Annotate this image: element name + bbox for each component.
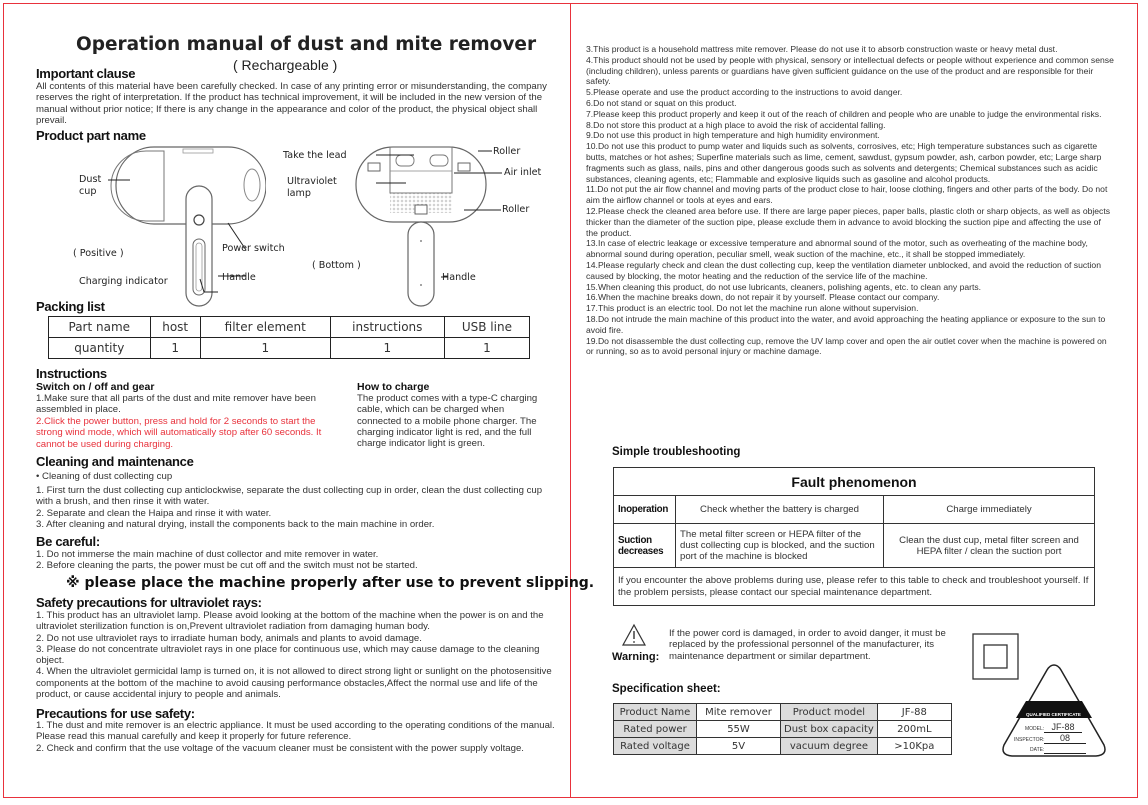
right-page xyxy=(586,0,1126,805)
use-safety-item: 8.Do not store this product at a high place to avoid the risk of accidental falling. xyxy=(586,119,886,130)
use-safety-item: 7.Please keep this product properly and keep it out of the reach of children and people who are unable to judge the environmental risks. xyxy=(586,108,1102,119)
label-handle-front: Handle xyxy=(222,272,256,283)
use-safety-item: 10.Do not use this product to pump water and liquids such as solvents, corrosives, etc; High temperature substances such as cigarette butts, matches or hot ashes; Superfine materials such as lime, cement, sawdust, gypsum powder, ash, carbon powder, etc; Large sharp fragments such as glass, nails, pins and other dangerous goods such as solvents and detergents; Chemical substances such as acidic substances, cleaning agents, etc; Flammable and explosive liquids such as gasoline and alcohol products. xyxy=(586,141,1102,184)
certificate-date-value xyxy=(1044,745,1086,754)
troubleshooting-table xyxy=(613,467,1095,606)
label-uv-lamp-2: lamp xyxy=(287,188,311,199)
use-safety-item: 13.In case of electric leakage or excessive temperature and abnormal sound of the motor, such as overheating of the machine body, abnormal sound during operation, peculiar smell, weak suction of the machine, etc., it shall be stopped immediately. xyxy=(586,238,1088,260)
warning-triangle-icon xyxy=(621,623,647,647)
qualified-certificate xyxy=(1000,661,1108,761)
label-handle-bottom: Handle xyxy=(442,272,476,283)
front-leader-lines xyxy=(108,170,308,310)
use-safety-item: 17.This product is an electric tool. Do not let the machine run alone without supervision. xyxy=(586,303,919,314)
fault-table-heading: Fault phenomenon xyxy=(614,468,1095,496)
warning-text: If the power cord is damaged, in order to avoid danger, it must be replaced by the professional personnel of the manufacturer, its maintenance department or similar department. xyxy=(669,628,946,662)
cleaning-heading: Cleaning and maintenance xyxy=(36,454,194,469)
packing-cell: 1 xyxy=(150,338,200,359)
uv-safety-heading: Safety precautions for ultraviolet rays: xyxy=(36,595,262,610)
be-careful-heading: Be careful: xyxy=(36,534,100,549)
spec-label: Rated power xyxy=(614,721,697,738)
warning-label: Warning: xyxy=(612,651,660,663)
product-parts-heading: Product part name xyxy=(36,128,146,143)
fault-row xyxy=(614,524,1095,568)
use-safety-list-left xyxy=(36,720,564,754)
fault-name: Inoperation xyxy=(614,496,676,524)
spec-row xyxy=(614,738,952,755)
spec-row xyxy=(614,721,952,738)
front-view-caption: ( Positive ) xyxy=(73,248,124,259)
cleaning-steps xyxy=(36,485,561,530)
use-safety-item: 6.Do not stand or squat on this product. xyxy=(586,97,737,108)
fault-solution: Clean the dust cup, metal filter screen and HEPA filter / clean the suction port xyxy=(884,524,1095,568)
packing-list-quantity-row xyxy=(49,338,530,359)
spec-value: Mite remover xyxy=(697,704,781,721)
packing-cell: instructions xyxy=(330,317,444,338)
uv-safety-item: 1. This product has an ultraviolet lamp. Please avoid looking at the bottom of the machine when the power is on and the ultraviolet sterilization function is on,Prevent ultraviolet radiation from damaging human body. xyxy=(36,610,544,633)
packing-list-heading: Packing list xyxy=(36,299,105,314)
packing-cell: Part name xyxy=(49,317,151,338)
use-safety-item: 16.When the machine breaks down, do not repair it by yourself. Please contact our company. xyxy=(586,292,940,303)
use-safety-item: 3.This product is a household mattress mite remover. Please do not use it to absorb construction waste or heavy metal dust. xyxy=(586,44,1058,54)
cleaning-step: 1. First turn the dust collecting cup anticlockwise, separate the dust collecting cup in order, clean the dust collecting cup with a brush, and then rinse it with water. xyxy=(36,485,543,508)
fault-cause: Check whether the battery is charged xyxy=(676,496,884,524)
use-safety-item: 9.Do not use this product in high temperature and high humidity environment. xyxy=(586,130,880,141)
document-title: Operation manual of dust and mite remover xyxy=(76,34,537,55)
packing-cell: 1 xyxy=(200,338,330,359)
document-subtitle: ( Rechargeable ) xyxy=(233,57,338,73)
spec-sheet-table xyxy=(613,703,952,755)
certificate-model-label: MODEL: xyxy=(1025,726,1045,732)
spec-value: 55W xyxy=(697,721,781,738)
use-safety-item: 14.Please regularly check and clean the dust collecting cup, keep the ventilation diameter unblocked, and avoid the reduction of suction caused by blocking, the motor heating and the reduction of the service life of the machine. xyxy=(586,259,1101,281)
bottom-view-caption: ( Bottom ) xyxy=(312,260,361,271)
packing-cell: 1 xyxy=(330,338,444,359)
spec-label: Product Name xyxy=(614,704,697,721)
use-safety-item: 1. The dust and mite remover is an electric appliance. It must be used according to the operating conditions of the manual. Please read this manual carefully and keep it properly for future reference. xyxy=(36,720,555,743)
label-uv-lamp-1: Ultraviolet xyxy=(287,176,337,187)
use-safety-heading: Precautions for use safety: xyxy=(36,706,195,721)
spec-value: JF-88 xyxy=(877,704,951,721)
switch-step-2: 2.Click the power button, press and hold for 2 seconds to start the strong wind mode, which will automatically stop after 60 seconds. It cannot be used during charging. xyxy=(36,416,322,450)
spec-value: 5V xyxy=(697,738,781,755)
be-careful-item: 1. Do not immerse the main machine of dust collector and mite remover in water. xyxy=(36,549,379,560)
use-safety-item: 15.When cleaning this product, do not use lubricants, cleaners, polishing agents, etc. to clean any parts. xyxy=(586,281,982,292)
packing-list-header-row xyxy=(49,317,530,338)
spec-label: Rated voltage xyxy=(614,738,697,755)
important-clause-text: All contents of this material have been carefully checked. In case of any printing error or misunderstanding, the company reserves the right of interpretation. If the product has technical improvement, it will be included in the new version of the manual without prior notice; If there is any change in the appearance and color of the product, the physical object shall prevail. xyxy=(36,81,547,126)
label-dust-cup-1: Dust xyxy=(79,174,102,185)
use-safety-item: 19.Do not disassemble the dust collecting cup, remove the UV lamp cover and open the air outlet cover when the machine is powered on or running, so as to avoid personal injury or machine damage. xyxy=(586,335,1107,357)
certificate-inspector-label: INSPECTOR: xyxy=(1014,737,1045,743)
spec-row xyxy=(614,704,952,721)
uv-safety-list xyxy=(36,610,564,700)
certificate-date-label: DATE: xyxy=(1030,747,1045,753)
use-safety-item: 4.This product should not be used by people with physical, sensory or intellectual defects or people without experience and common sense (including children), unless parents or guardians have given sufficient guidance on the use of the product and are responsible for their safety. xyxy=(586,54,1114,87)
uv-safety-item: 2. Do not use ultraviolet rays to irradiate human body, animals and plants to avoid damage. xyxy=(36,632,422,644)
certificate-banner: QUALIFIED CERTIFICATE xyxy=(1026,712,1081,717)
cleaning-bullet: • Cleaning of dust collecting cup xyxy=(36,471,173,482)
spec-value: 200mL xyxy=(877,721,951,738)
charge-heading: How to charge xyxy=(357,381,430,393)
charge-text: The product comes with a type-C charging cable, which can be charged when connected to a mobile phone charger. The charging indicator light is red, and the full charge indicator light is green. xyxy=(357,393,538,450)
troubleshooting-heading: Simple troubleshooting xyxy=(612,446,741,458)
switch-step-1: 1.Make sure that all parts of the dust and mite remover have been assembled in place. xyxy=(36,393,316,416)
troubleshooting-footer: If you encounter the above problems during use, please refer to this table to check and troubleshoot yourself. If the problem persists, please contact our special maintenance department. xyxy=(614,568,1095,606)
use-safety-item: 5.Please operate and use the product according to the instructions to avoid danger. xyxy=(586,87,903,98)
use-safety-item: 18.Do not intrude the main machine of this product into the water, and avoid approaching the heating appliance or exposure to the sun to avoid fire. xyxy=(586,313,1106,335)
use-safety-item: 12.Please check the cleaned area before use. If there are large paper pieces, paper balls, plastic cloth or sharp objects, as well as objects thicker than the diameter of the suction pipe, please exclude them in advance to avoid blocking the suction pipe and affecting the use of the product. xyxy=(586,205,1111,238)
label-roller-top: Roller xyxy=(493,146,521,157)
label-power-switch: Power switch xyxy=(222,243,285,254)
be-careful-list xyxy=(36,549,561,572)
spec-value: >10Kpa xyxy=(877,738,951,755)
certificate-inspector-value: 08 xyxy=(1044,733,1086,744)
cleaning-step: 3. After cleaning and natural drying, install the components back to the main machine in order. xyxy=(36,518,435,530)
label-charging-indicator: Charging indicator xyxy=(79,276,168,287)
use-safety-list-right xyxy=(586,44,1114,357)
certificate-model-value: JF-88 xyxy=(1044,722,1082,733)
fault-name: Suction decreases xyxy=(614,524,676,568)
slip-warning: ※ please place the machine properly after use to prevent slipping. xyxy=(66,575,595,591)
packing-cell: quantity xyxy=(49,338,151,359)
switch-heading: Switch on / off and gear xyxy=(36,381,155,393)
use-safety-item: 2. Check and confirm that the use voltage of the vacuum cleaner must be consistent with the power supply voltage. xyxy=(36,742,524,754)
label-air-inlet: Air inlet xyxy=(504,167,542,178)
spec-sheet-heading: Specification sheet: xyxy=(612,683,721,695)
page-divider xyxy=(570,3,571,798)
fault-solution: Charge immediately xyxy=(884,496,1095,524)
packing-cell: USB line xyxy=(444,317,529,338)
use-safety-item: 11.Do not put the air flow channel and moving parts of the product close to hair, loose clothing, fingers and other parts of the body. Do not aim the airflow channel or tools at eyes and ears. xyxy=(586,184,1108,206)
left-page xyxy=(36,0,595,805)
label-dust-cup-2: cup xyxy=(79,186,97,197)
uv-safety-item: 4. When the ultraviolet germicidal lamp is turned on, it is not allowed to direct strong light or sunlight on the photosensitive components at the bottom of the machine to avoid causing performance obstacles,Affect the normal use and life of the product, or cause accidental injury to people and animals. xyxy=(36,666,552,701)
be-careful-item: 2. Before cleaning the parts, the power must be cut off and the switch must not be started. xyxy=(36,560,418,572)
label-roller-bottom: Roller xyxy=(502,204,530,215)
packing-cell: filter element xyxy=(200,317,330,338)
label-take-the-lead: Take the lead xyxy=(283,150,347,161)
spec-label: vacuum degree xyxy=(781,738,878,755)
uv-safety-item: 3. Please do not concentrate ultraviolet rays in one place for continuous use, which may cause damage to the cleaning object. xyxy=(36,643,540,667)
important-clause-heading: Important clause xyxy=(36,66,136,81)
packing-cell: 1 xyxy=(444,338,529,359)
fault-cause: The metal filter screen or HEPA filter of the dust collecting cup is blocked, and the suction port of the machine is blocked xyxy=(676,524,884,568)
spec-label: Dust box capacity xyxy=(781,721,878,738)
cleaning-step: 2. Separate and clean the Haipa and rinse it with water. xyxy=(36,507,272,519)
instructions-heading: Instructions xyxy=(36,366,107,381)
packing-list-table xyxy=(48,316,530,359)
spec-label: Product model xyxy=(781,704,878,721)
fault-row xyxy=(614,496,1095,524)
bottom-leader-lines xyxy=(336,140,516,285)
packing-cell: host xyxy=(150,317,200,338)
